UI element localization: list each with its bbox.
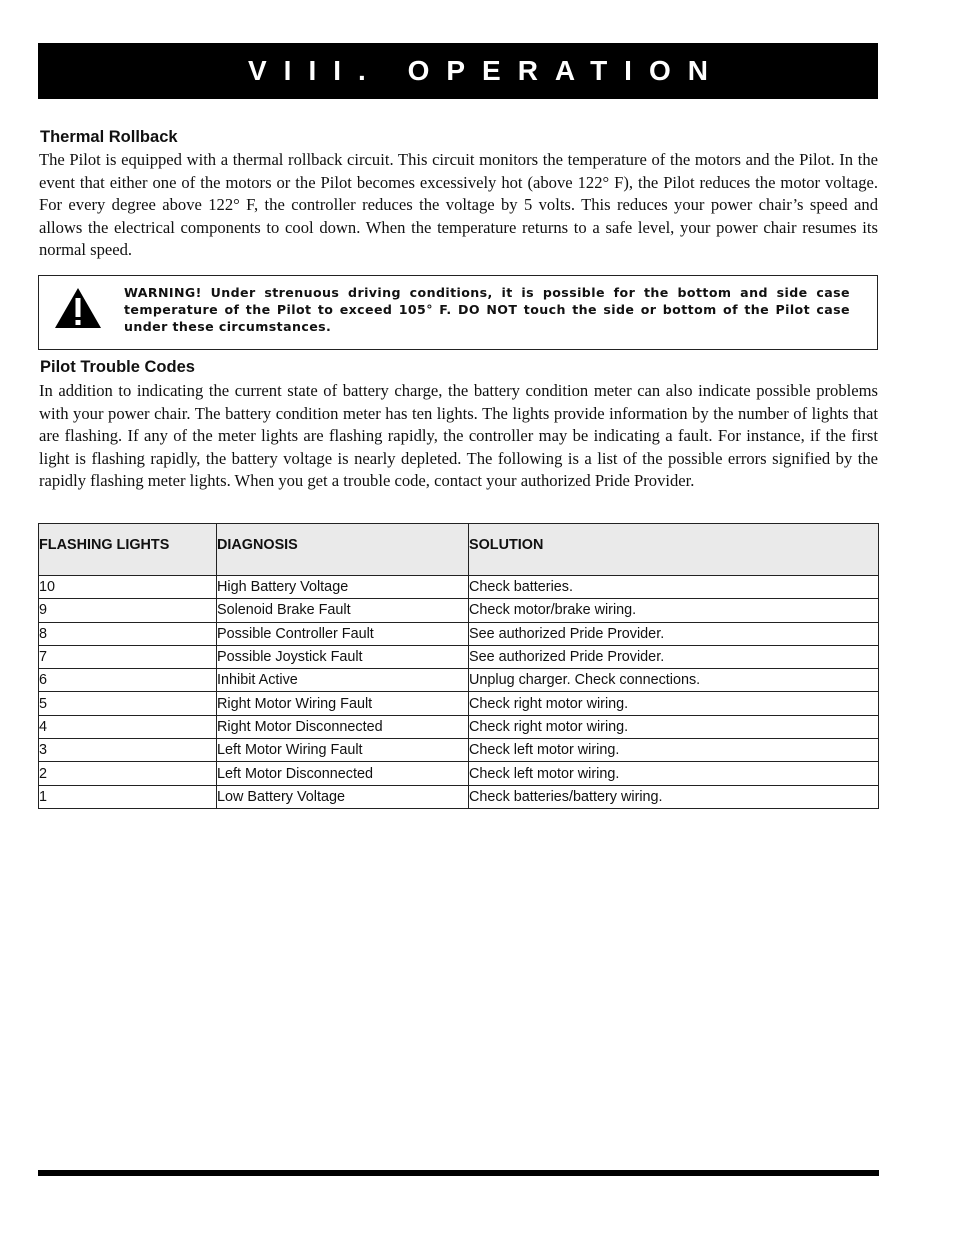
diagnosis-cell: Low Battery Voltage	[217, 785, 469, 808]
diagnosis-cell: Right Motor Wiring Fault	[217, 692, 469, 715]
solution-cell: See authorized Pride Provider.	[469, 622, 879, 645]
diagnosis-cell: Left Motor Disconnected	[217, 762, 469, 785]
trouble-codes-table	[38, 523, 879, 809]
footer-rule	[38, 1170, 879, 1176]
table-row	[39, 669, 879, 692]
warning-box	[38, 275, 878, 350]
flashing-lights-cell: 7	[39, 645, 217, 668]
table-row	[39, 645, 879, 668]
header-solution: SOLUTION	[469, 524, 879, 576]
warning-text: WARNING! Under strenuous driving conditions, it is possible for the bottom and side case temperature of the Pilot to exceed 105° F. DO NOT touch the side or bottom of the Pilot case under these circumstances.	[124, 285, 850, 334]
trouble-codes-paragraph: In addition to indicating the current state of battery charge, the battery condition meter can also indicate possible problems with your power chair. The battery condition meter has ten lights. The lights provide information by the number of lights that are flashing. If any of the meter lights are flashing rapidly, the controller may be indicating a fault. For instance, if the first light is flashing rapidly, the battery voltage is nearly depleted. The following is a list of the possible errors signified by the rapidly flashing meter lights. When you get a trouble code, contact your authorized Pride Provider.	[39, 381, 878, 490]
trouble-codes-heading: Pilot Trouble Codes	[40, 358, 195, 376]
solution-cell: Check motor/brake wiring.	[469, 599, 879, 622]
section-banner	[38, 43, 878, 99]
diagnosis-cell: Inhibit Active	[217, 669, 469, 692]
warning-triangle-icon	[54, 286, 102, 330]
solution-cell: See authorized Pride Provider.	[469, 645, 879, 668]
diagnosis-cell: Left Motor Wiring Fault	[217, 739, 469, 762]
flashing-lights-cell: 1	[39, 785, 217, 808]
table-header-row	[39, 524, 879, 576]
solution-cell: Check right motor wiring.	[469, 715, 879, 738]
solution-cell: Check batteries/battery wiring.	[469, 785, 879, 808]
header-flashing-lights: FLASHING LIGHTS	[39, 524, 217, 576]
flashing-lights-cell: 10	[39, 576, 217, 599]
section-title: VIII. OPERATION	[248, 55, 725, 86]
table-row	[39, 599, 879, 622]
table-row	[39, 622, 879, 645]
diagnosis-cell: Possible Controller Fault	[217, 622, 469, 645]
flashing-lights-cell: 8	[39, 622, 217, 645]
diagnosis-cell: High Battery Voltage	[217, 576, 469, 599]
solution-cell: Check right motor wiring.	[469, 692, 879, 715]
flashing-lights-cell: 9	[39, 599, 217, 622]
thermal-rollback-paragraph: The Pilot is equipped with a thermal rollback circuit. This circuit monitors the temperature of the motors and the Pilot. In the event that either one of the motors or the Pilot becomes excessively hot (above 122° F), the Pilot reduces the motor voltage. For every degree above 122° F, the controller reduces the voltage by 5 volts. This reduces your power chair’s speed and allows the electrical components to cool down. When the temperature returns to a safe level, your power chair resumes its normal speed.	[39, 150, 878, 259]
flashing-lights-cell: 4	[39, 715, 217, 738]
flashing-lights-cell: 3	[39, 739, 217, 762]
flashing-lights-cell: 6	[39, 669, 217, 692]
flashing-lights-cell: 5	[39, 692, 217, 715]
header-diagnosis: DIAGNOSIS	[217, 524, 469, 576]
solution-cell: Unplug charger. Check connections.	[469, 669, 879, 692]
diagnosis-cell: Solenoid Brake Fault	[217, 599, 469, 622]
flashing-lights-cell: 2	[39, 762, 217, 785]
table-row	[39, 576, 879, 599]
diagnosis-cell: Right Motor Disconnected	[217, 715, 469, 738]
table-row	[39, 715, 879, 738]
solution-cell: Check left motor wiring.	[469, 762, 879, 785]
table-row	[39, 785, 879, 808]
table-row	[39, 762, 879, 785]
diagnosis-cell: Possible Joystick Fault	[217, 645, 469, 668]
table-row	[39, 739, 879, 762]
thermal-rollback-heading: Thermal Rollback	[40, 128, 178, 146]
solution-cell: Check left motor wiring.	[469, 739, 879, 762]
solution-cell: Check batteries.	[469, 576, 879, 599]
table-row	[39, 692, 879, 715]
